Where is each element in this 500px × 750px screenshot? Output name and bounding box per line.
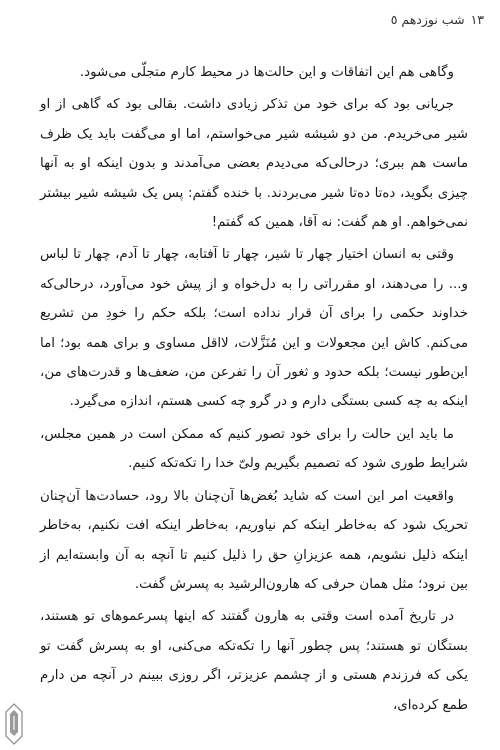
paragraph: جریانی بود که برای خود من تذکر زیادی داشت. بقالی بود که گاهی از او شیر می‌خریدم. من دو شیشه شیر می‌خواستم، اما او می‌گفت باید یک ظرف ماست هم ببری؛ درحالی‌که می‌دیدم بعضی می‌آمدند و بدون اینکه او به آنها چیزی بگوید، ده‌تا ده‌تا شیر می‌بردند. با خنده گفتم: پس یک شیشه شیر بیشتر نمی‌خواهم. او هم گفت: نه آقا، همین که گفتم!	[40, 97, 468, 231]
publisher-logo-icon	[2, 702, 26, 746]
paragraph: ما باید این حالت را برای خود تصور کنیم که ممکن است در همین مجلس، شرایط طوری شود که تصمیم بگیریم ولیّ خدا را تکه‌تکه کنیم.	[40, 426, 468, 472]
running-title: شب نوزدهم ٥	[390, 12, 465, 27]
running-header	[60, 12, 484, 27]
paragraph: واقعیت امر این است که شاید بُغض‌ها آن‌چنان بالا رود، حسادت‌ها آن‌چنان تحریک شود که به‌خاطر اینکه کم نیاوریم، به‌خاطر اینکه افت نکنیم، به‌خاطر اینکه ذلیل نشویم، همه عزیزانِ حق را ذلیل کنیم تا آنچه به آن وابسته‌ایم از بین نرود؛ مثل همان حرفی که هارون‌الرشید به پسرش گفت.	[40, 488, 468, 592]
paragraph: در تاریخ آمده است وقتی به هارون گفتند که اینها پسرعموهای تو هستند، بستگان تو هستند؛ پس چطور آنها را تکه‌تکه می‌کنی، او به پسرش گفت تو یکی که فرزندم هستی و از چشمم عزیزتر، اگر روزی ببینم در آنچه من دارم طمع کرده‌ای،	[40, 609, 468, 713]
paragraph: وگاهی هم این اتفاقات و این حالت‌ها در محیط کارم متجلّی می‌شود.	[79, 65, 454, 80]
body-text	[40, 58, 468, 723]
page-number: ١٣	[470, 12, 484, 27]
paragraph: وقتی به انسان اختیار چهار تا شیر، چهار تا آفتابه، چهار تا آدم، چهار تا لباس و... را می‌دهند، او مقرراتی را به دل‌خواه و از پیش خود می‌آورد، درحالی‌که خداوند حکمی را برای آن قرار نداده است؛ بلکه حکم را خودِ من تشریع می‌کنم. کاش این مجعولات و این مُنَزَّلات، لااقل مساوی و برای همه بود؛ اما این‌طور نیست؛ بلکه حدود و ثغور آن را تفرعن من، ضعف‌ها و قدرت‌های من، اینکه به چه کسی بستگی دارم و در گرو چه کسی هستم، اندازه می‌گیرد.	[40, 247, 468, 410]
